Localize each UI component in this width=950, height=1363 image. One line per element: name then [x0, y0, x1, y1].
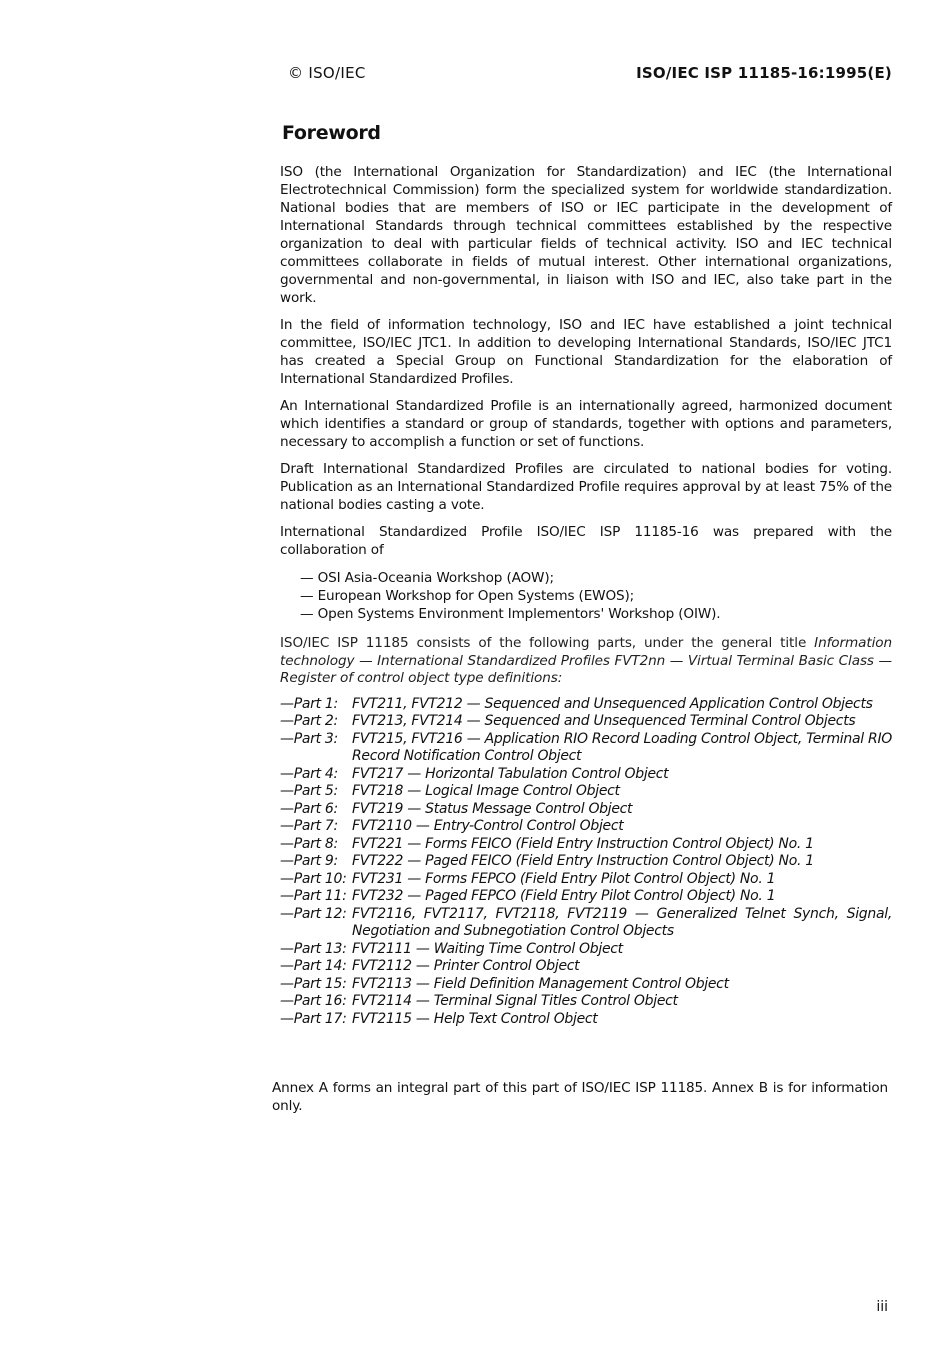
part-title: FVT2111 — Waiting Time Control Object [352, 940, 623, 957]
part-label: —Part 13: [280, 940, 347, 957]
part-item [280, 871, 892, 889]
paragraph-jtc1: In the field of information technology, ISO and IEC have established a joint technical committee, ISO/IEC JTC1. In addition to developing International Standards, ISO/IEC JTC1 has created a Special Group on Functional Standardization for the elaboration of International Standardized Profiles. [280, 317, 892, 387]
part-label: —Part 3: [280, 730, 338, 747]
part-label: —Part 17: [280, 1010, 347, 1027]
paragraph-voting: Draft International Standardized Profiles are circulated to national bodies for voting. Publication as an International Standardized Profile requires approval by at least 75% of the national bodies casting a vote. [280, 461, 892, 513]
part-item [280, 888, 892, 906]
annex-note: Annex A forms an integral part of this part of ISO/IEC ISP 11185. Annex B is for information only. [272, 1080, 888, 1114]
standard-number-header: ISO/IEC ISP 11185-16:1995(E) [636, 64, 892, 82]
part-label: —Part 12: [280, 905, 347, 922]
part-item [280, 976, 892, 994]
part-item [280, 696, 892, 714]
part-label: —Part 6: [280, 800, 338, 817]
part-label: —Part 2: [280, 713, 338, 729]
part-label: —Part 10: [280, 870, 347, 887]
part-title: FVT2116, FVT2117, FVT2118, FVT2119 — Generalized Telnet Synch, Signal, Negotiation and Subnegotiation Control Objects [352, 905, 892, 939]
part-item [280, 731, 892, 766]
part-title: FVT232 — Paged FEPCO (Field Entry Pilot Control Object) No. 1 [352, 888, 776, 904]
part-label: —Part 4: [280, 765, 338, 782]
part-title: FVT2115 — Help Text Control Object [352, 1010, 598, 1027]
parts-intro-lead: ISO/IEC ISP 11185 consists of the following parts, under the general title [280, 635, 815, 651]
part-label: —Part 1: [280, 695, 338, 712]
part-item [280, 906, 892, 941]
parts-list [280, 696, 892, 1029]
part-item [280, 993, 892, 1011]
part-title: FVT2114 — Terminal Signal Titles Control Object [352, 993, 678, 1009]
paragraph-isp-definition: An International Standardized Profile is an internationally agreed, harmonized document which identifies a standard or group of standards, together with options and parameters, necessary to accomplish a function or set of functions. [280, 398, 892, 450]
organization-item: — OSI Asia-Oceania Workshop (AOW); [300, 570, 554, 586]
part-title: FVT217 — Horizontal Tabulation Control Object [352, 765, 669, 782]
part-title: FVT221 — Forms FEICO (Field Entry Instruction Control Object) No. 1 [352, 835, 814, 852]
part-item [280, 818, 892, 836]
part-title: FVT213, FVT214 — Sequenced and Unsequenced Terminal Control Objects [352, 713, 856, 729]
part-item [280, 836, 892, 854]
part-item [280, 958, 892, 976]
part-item [280, 941, 892, 959]
part-title: FVT219 — Status Message Control Object [352, 800, 633, 817]
part-label: —Part 14: [280, 958, 347, 974]
part-title: FVT211, FVT212 — Sequenced and Unsequenced Application Control Objects [352, 695, 873, 712]
part-item [280, 853, 892, 871]
organization-list [300, 569, 892, 623]
part-label: —Part 9: [280, 853, 338, 869]
paragraph-iso-iec: ISO (the International Organization for Standardization) and IEC (the International Electrotechnical Commission) form the specialized system for worldwide standardization. National bodies that are members of ISO or IEC participate in the development of International Standards through technical committees established by the respective organization to deal with particular fields of technical activity. ISO and IEC technical committees collaborate in fields of mutual interest. Other international organizations, governmental and non-governmental, in liaison with ISO and IEC, also take part in the work. [280, 164, 892, 306]
part-label: —Part 7: [280, 818, 338, 834]
part-item [280, 783, 892, 801]
part-label: —Part 5: [280, 783, 338, 799]
part-title: FVT218 — Logical Image Control Object [352, 783, 620, 799]
copyright-header: © ISO/IEC [288, 64, 366, 82]
page-number: iii [876, 1299, 888, 1315]
organization-item: — Open Systems Environment Implementors' Workshop (OIW). [300, 606, 721, 622]
organization-item: — European Workshop for Open Systems (EWOS); [300, 588, 635, 604]
part-label: —Part 8: [280, 835, 338, 852]
part-title: FVT215, FVT216 — Application RIO Record Loading Control Object, Terminal RIO Record Notification Control Object [352, 730, 892, 764]
part-label: —Part 16: [280, 993, 347, 1009]
parts-intro [280, 635, 892, 688]
part-label: —Part 11: [280, 888, 347, 904]
part-title: FVT2112 — Printer Control Object [352, 958, 580, 974]
page-title: Foreword [282, 122, 381, 144]
part-item [280, 713, 892, 731]
part-title: FVT2113 — Field Definition Management Control Object [352, 975, 729, 992]
part-label: —Part 15: [280, 975, 347, 992]
part-item [280, 801, 892, 819]
parts-general-title: Information technology — International Standardized Profiles FVT2nn — Virtual Terminal Basic Class — Register of control object type definitions: [280, 635, 892, 686]
part-item [280, 766, 892, 784]
part-title: FVT222 — Paged FEICO (Field Entry Instruction Control Object) No. 1 [352, 853, 814, 869]
paragraph-collaboration: International Standardized Profile ISO/IEC ISP 11185-16 was prepared with the collaboration of [280, 524, 892, 558]
foreword-body [280, 163, 892, 1028]
part-item [280, 1011, 892, 1029]
part-title: FVT231 — Forms FEPCO (Field Entry Pilot Control Object) No. 1 [352, 870, 776, 887]
part-title: FVT2110 — Entry-Control Control Object [352, 818, 624, 834]
